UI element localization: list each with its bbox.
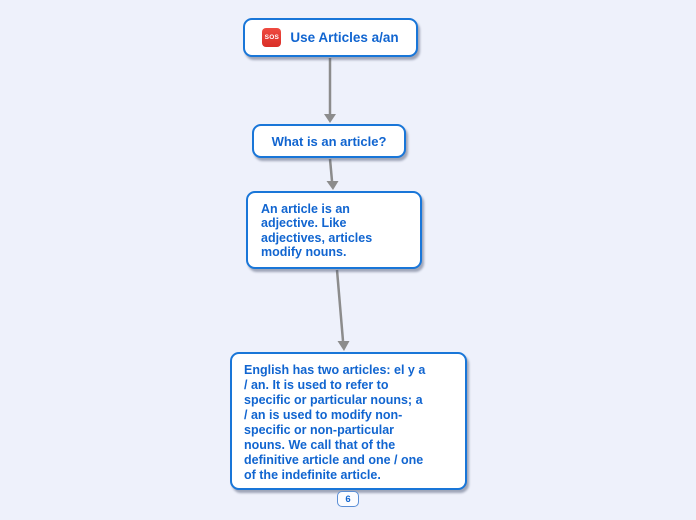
node-text-line: / an. It is used to refer to (244, 378, 389, 392)
collapsed-children-count-badge[interactable]: 6 (337, 491, 359, 507)
node-text-line: / an is used to modify non- (244, 408, 403, 422)
node-what-is-an-article[interactable] (252, 124, 406, 158)
node-text-line: An article is an (261, 202, 350, 216)
node-text-line: English has two articles: el y a (244, 363, 426, 377)
node-text-line: specific or particular nouns; a (244, 393, 423, 407)
node-text-line: modify nouns. (261, 245, 347, 260)
node-use-articles-label: Use Articles a/an (290, 30, 399, 45)
node-text-line: adjectives, articles (261, 230, 373, 245)
node-text-line: definitive article and one / one (244, 453, 424, 467)
node-text-line: specific or non-particular (244, 423, 395, 437)
node-text-line: nouns. We call that of the (244, 438, 396, 452)
connector-arrow-definition-to-explanation (337, 270, 350, 351)
connector-arrow-question-to-definition (327, 159, 339, 190)
node-text-line: adjective. Like (261, 216, 347, 231)
sos-icon: SOS (262, 28, 281, 47)
node-article-definition[interactable] (246, 191, 422, 269)
node-use-articles[interactable] (243, 18, 418, 57)
node-what-is-an-article-label: What is an article? (271, 133, 387, 149)
node-text-line: of the indefinite article. (244, 468, 381, 482)
node-articles-explanation[interactable] (230, 352, 467, 490)
connector-arrow-root-to-question (324, 58, 336, 123)
